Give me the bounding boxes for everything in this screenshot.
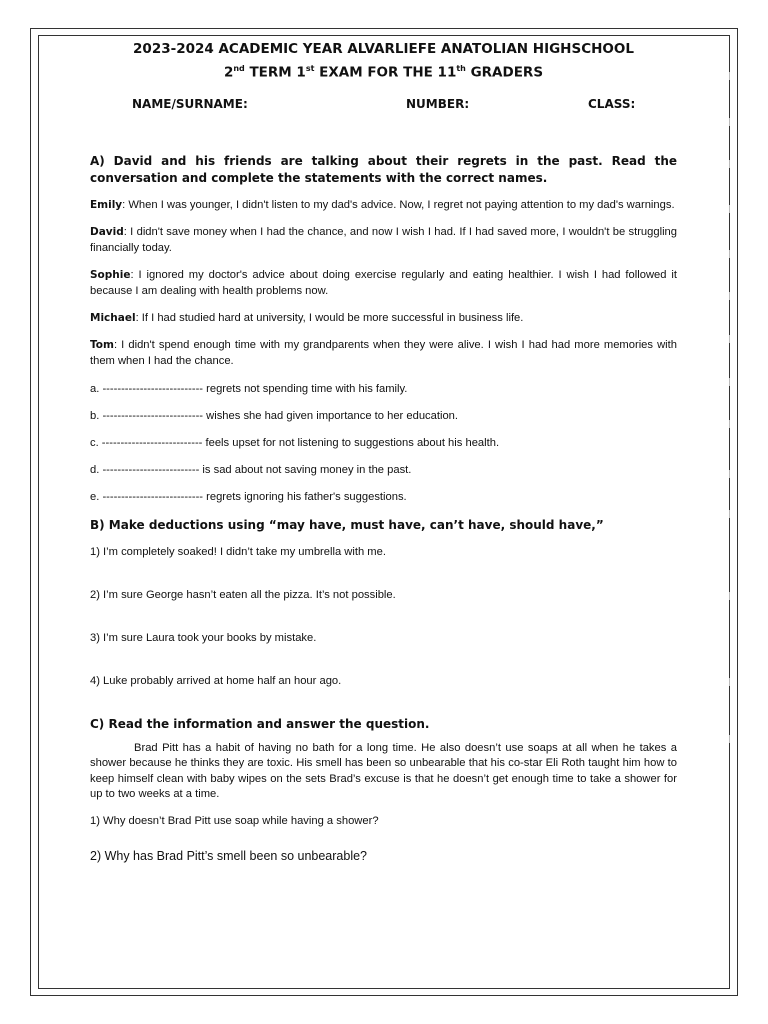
section-a-heading: A) David and his friends are talking about their regrets in the past. Read the conversation and complete the statements with the correct names. xyxy=(90,153,677,185)
section-a-dialogue xyxy=(90,197,677,369)
title-line-1: 2023-2024 ACADEMIC YEAR ALVARLIEFE ANATOLIAN HIGHSCHOOL xyxy=(133,41,634,57)
scan-mark xyxy=(729,118,730,126)
fill-blank-item: b. --------------------------- wishes she had given importance to her education. xyxy=(90,409,459,422)
scan-mark xyxy=(729,335,730,343)
dialogue-line: Emily: When I was younger, I didn't listen to my dad's advice. Now, I regret not paying attention to my dad's warnings. xyxy=(90,198,675,211)
class-label: CLASS: xyxy=(588,96,636,111)
scan-mark xyxy=(729,510,730,518)
reading-question-2: 2) Why has Brad Pitt’s smell been so unbearable? xyxy=(90,848,368,863)
exam-sheet xyxy=(90,40,677,865)
fill-blank-item: d. -------------------------- is sad about not saving money in the past. xyxy=(90,463,412,476)
fill-blank-item: a. --------------------------- regrets not spending time with his family. xyxy=(90,382,408,395)
dialogue-line: Michael: If I had studied hard at university, I would be more successful in business life. xyxy=(90,311,524,324)
title-line-2: 2nd TERM 1st EXAM FOR THE 11th GRADERS xyxy=(223,64,544,81)
scan-mark xyxy=(729,292,730,300)
number-label: NUMBER: xyxy=(406,96,470,111)
scan-mark xyxy=(729,470,730,478)
deduction-item: 4) Luke probably arrived at home half an hour ago. xyxy=(90,674,342,687)
scan-mark xyxy=(729,678,730,686)
scan-mark xyxy=(729,592,730,600)
scan-mark xyxy=(729,72,730,80)
reading-question-1: 1) Why doesn’t Brad Pitt use soap while having a shower? xyxy=(90,814,379,827)
fill-blank-item: e. --------------------------- regrets ignoring his father's suggestions. xyxy=(90,490,407,503)
section-a-items xyxy=(90,381,677,505)
section-b-items xyxy=(90,544,677,689)
deduction-item: 2) I’m sure George hasn’t eaten all the pizza. It’s not possible. xyxy=(90,588,396,601)
scan-mark xyxy=(729,250,730,258)
section-b-heading: B) Make deductions using “may have, must have, can’t have, should have,” xyxy=(90,517,604,532)
scan-mark xyxy=(729,420,730,428)
dialogue-line: Sophie: I ignored my doctor's advice about doing exercise regularly and eating healthier. I wish I had followed it because I am dealing with health problems now. xyxy=(90,268,677,297)
scan-mark xyxy=(729,735,730,743)
name-surname-label: NAME/SURNAME: xyxy=(132,96,248,111)
dialogue-line: Tom: I didn't spend enough time with my grandparents when they were alive. I wish I had had more memories with them when I had the chance. xyxy=(90,338,677,367)
scan-mark xyxy=(729,160,730,168)
dialogue-line: David: I didn't save money when I had the chance, and now I wish I had. If I had saved more, I wouldn't be struggling financially today. xyxy=(90,225,677,254)
reading-passage: Brad Pitt has a habit of having no bath for a long time. He also doesn’t use soaps at all when he takes a shower because he thinks they are toxic. His smell has been so unbearable that his co-star Eli Roth taught him how to keep himself clean with baby wipes on the sets Brad’s excuse is that he doesn’t get enough time to take a shower for up to two weeks at a time. xyxy=(90,741,677,800)
exam-title xyxy=(90,40,677,83)
student-info-row xyxy=(90,97,677,115)
deduction-item: 3) I’m sure Laura took your books by mistake. xyxy=(90,631,317,644)
deduction-item: 1) I’m completely soaked! I didn’t take my umbrella with me. xyxy=(90,545,386,558)
scan-mark xyxy=(729,378,730,386)
fill-blank-item: c. --------------------------- feels upset for not listening to suggestions about his health. xyxy=(90,436,500,449)
scan-mark xyxy=(729,205,730,213)
section-c-heading: C) Read the information and answer the question. xyxy=(90,716,430,731)
